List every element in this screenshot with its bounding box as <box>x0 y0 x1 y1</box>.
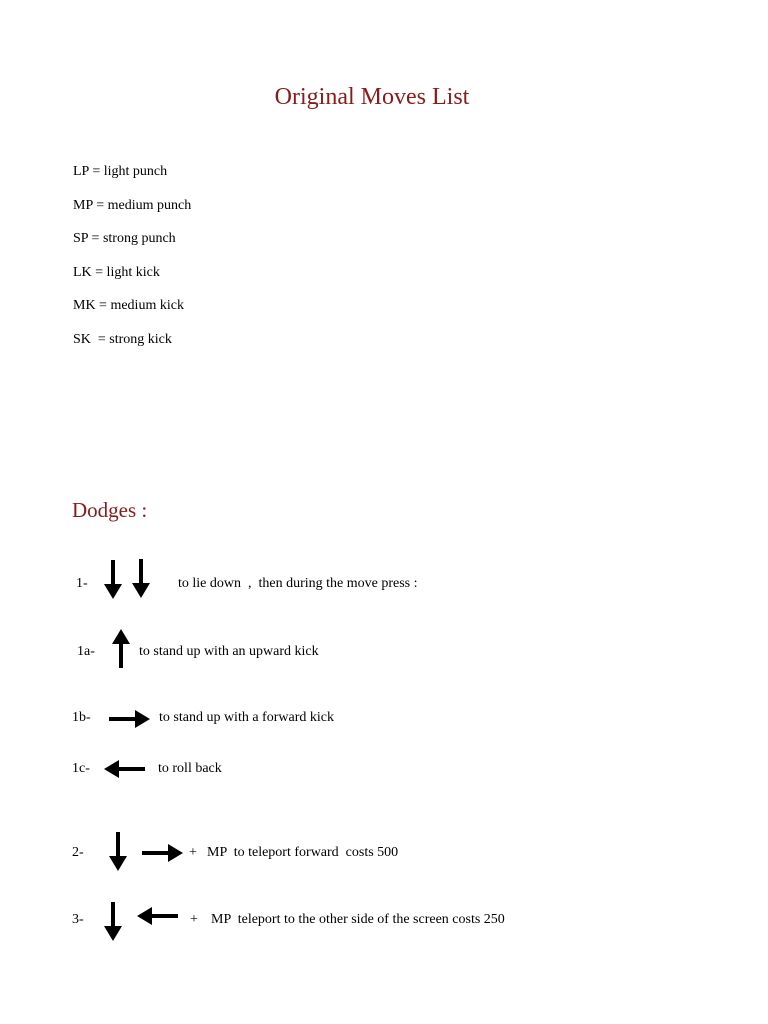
move-1a-number: 1a- <box>77 644 95 659</box>
move-2-number: 2- <box>72 845 84 860</box>
move-3-number: 3- <box>72 912 84 927</box>
legend-item-sk: SK = strong kick <box>73 331 172 347</box>
move-3-plus: + <box>190 912 198 927</box>
legend-item-lk: LK = light kick <box>73 264 160 280</box>
dodges-heading: Dodges : <box>72 498 148 522</box>
move-1a-description: to stand up with an upward kick <box>139 644 319 659</box>
move-3-description: MP teleport to the other side of the screen costs 250 <box>211 912 505 927</box>
right-arrow-icon <box>142 842 184 864</box>
legend-item-mk: MK = medium kick <box>73 298 184 314</box>
down-arrow-icon <box>102 560 124 600</box>
right-arrow-icon <box>109 708 151 730</box>
down-arrow-icon <box>102 902 124 942</box>
button-legend <box>73 162 191 364</box>
page-title: Original Moves List <box>274 84 470 110</box>
move-1c-description: to roll back <box>158 761 222 776</box>
legend-item-lp: LP = light punch <box>73 164 168 179</box>
move-1b-number: 1b- <box>72 710 91 725</box>
move-1-description: to lie down , then during the move press : <box>178 576 418 591</box>
move-2-plus: + <box>189 845 197 860</box>
left-arrow-icon <box>103 758 145 780</box>
legend-item-mp: MP = medium punch <box>73 197 192 213</box>
legend-item-sp: SP = strong punch <box>73 231 176 247</box>
move-1-number: 1- <box>76 576 88 591</box>
move-1b-description: to stand up with a forward kick <box>159 710 334 725</box>
left-arrow-icon <box>136 905 178 927</box>
move-1c-number: 1c- <box>72 761 90 776</box>
down-arrow-icon <box>107 832 129 872</box>
up-arrow-icon <box>110 628 132 668</box>
move-2-description: MP to teleport forward costs 500 <box>207 845 399 860</box>
down-arrow-icon <box>130 559 152 599</box>
